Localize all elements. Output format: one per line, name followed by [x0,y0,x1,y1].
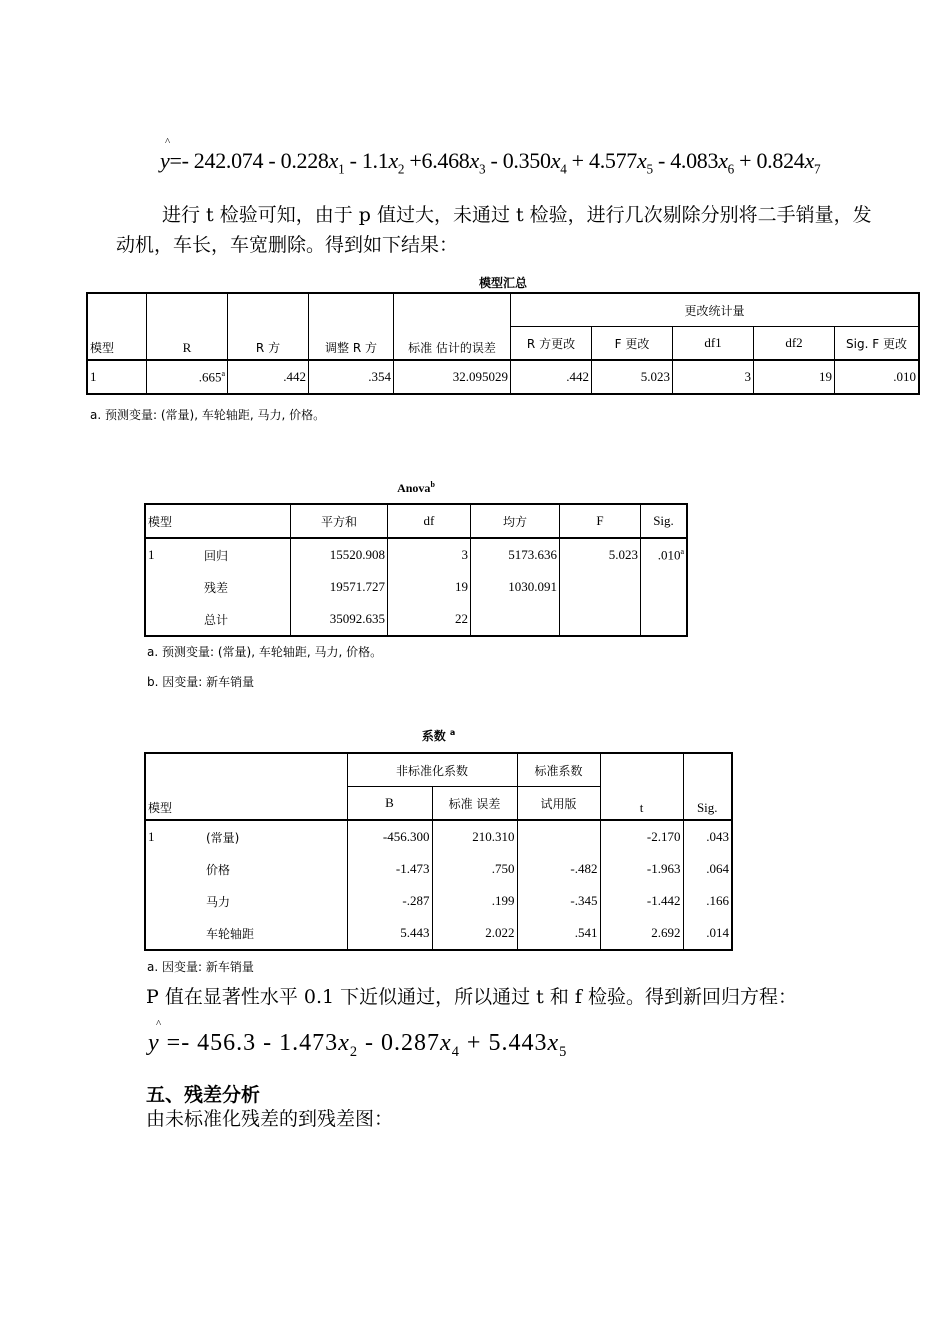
header-model: 模型 [87,293,147,360]
coef-row-label: 价格 [204,853,347,885]
anova-header-sig: Sig. [640,504,687,538]
anova-model-num: 1 [145,538,202,571]
coef-row-label: (常量) [204,820,347,853]
coef-cell-b: -1.473 [347,853,432,885]
coef-cell-beta: -.482 [517,853,600,885]
coef-cell-b: -456.300 [347,820,432,853]
anova-row-label: 残差 [202,571,290,603]
hat-symbol: ^ [156,1018,163,1030]
equation-variable: x [637,148,647,173]
coef-cell-se: .750 [432,853,517,885]
coef-model-num: 1 [145,820,204,853]
anova-table [144,503,688,637]
table-row [145,853,732,885]
table-row [145,820,732,853]
table-row [145,571,687,603]
header-std-error: 标准 估计的误差 [394,293,511,360]
anova-header-ss: 平方和 [290,504,387,538]
equation-subscript: 5 [646,161,653,177]
paragraph-residual: 由未标准化残差的到残差图： [146,1108,394,1130]
table-row [145,538,687,571]
coef-model-blank [145,853,204,885]
cell-sig-f: .010 [835,360,920,394]
anova-cell-df: 3 [387,538,470,571]
anova-cell-sig-value: .010 [657,547,681,563]
coef-row-label: 马力 [204,885,347,917]
equation-subscript: 6 [727,161,734,177]
equation-lhs: y [148,1030,160,1056]
anova-model-blank [145,571,202,603]
anova-cell-ms [470,603,559,636]
anova-title-text: Anova [397,481,431,495]
anova-cell-ss: 15520.908 [290,538,387,571]
coef-row-label: 车轮轴距 [204,917,347,950]
section-heading-residual: 五、残差分析 [146,1084,261,1106]
coefficients-title [144,727,733,744]
anova-cell-f [559,603,640,636]
equation-variable: x [804,148,814,173]
cell-model: 1 [87,360,147,394]
equation-term: + 0.824 [733,148,805,173]
coef-cell-beta: .541 [517,917,600,950]
anova-header-model: 模型 [145,504,290,538]
coef-cell-b: -.287 [347,885,432,917]
anova-header-ms: 均方 [470,504,559,538]
hat-symbol: ^ [165,136,171,148]
coef-cell-se: .199 [432,885,517,917]
anova-cell-sig [640,571,687,603]
table-row [145,917,732,950]
equation-subscript: 5 [559,1043,568,1060]
equation-subscript: 4 [451,1043,460,1060]
regression-equation-reduced [148,1020,567,1061]
equation-term: - 4.083 [652,148,719,173]
coef-header-unstd: 非标准化系数 [347,753,517,787]
equation-variable: x [440,1030,452,1056]
equation-variable: x [547,1030,560,1056]
coef-header-t: t [600,753,683,820]
header-r2-change: R 方更改 [511,327,592,361]
equation-term: + 4.577 [566,148,637,173]
anova-title [144,480,688,496]
coef-cell-t: -1.963 [600,853,683,885]
anova-header-f: F [559,504,640,538]
coef-cell-b: 5.443 [347,917,432,950]
coef-cell-se: 210.310 [432,820,517,853]
anova-row-label: 回归 [202,538,290,571]
coef-cell-sig: .043 [683,820,732,853]
anova-cell-ss: 19571.727 [290,571,387,603]
coefficients-table [144,752,733,951]
equation-variable: x [550,148,561,173]
anova-cell-f: 5.023 [559,538,640,571]
header-sig-f-change: Sig. F 更改 [835,327,920,361]
cell-df2: 19 [754,360,835,394]
cell-df1: 3 [673,360,754,394]
coef-cell-se: 2.022 [432,917,517,950]
anova-cell-ss: 35092.635 [290,603,387,636]
equation-subscript: 3 [478,161,486,177]
anova-cell-sig [640,603,687,636]
header-df1: df1 [673,327,754,361]
anova-model-blank [145,603,202,636]
equation-term: =- 456.3 - 1.473 [159,1030,339,1056]
equation-subscript: 2 [397,161,405,177]
coefficients-note: a. 因变量: 新车销量 [147,960,254,974]
coef-header-beta: 试用版 [517,787,600,821]
equation-subscript: 1 [338,161,345,177]
anova-row-label: 总计 [202,603,290,636]
anova-cell-f [559,571,640,603]
cell-r [147,360,228,394]
header-r: R [147,293,228,360]
coef-model-blank [145,885,204,917]
coef-header-std: 标准系数 [517,753,600,787]
cell-r2: .442 [228,360,309,394]
coef-model-blank [145,917,204,950]
anova-cell-ms: 1030.091 [470,571,559,603]
header-df2: df2 [754,327,835,361]
equation-lhs: y [160,148,170,173]
anova-cell-df: 22 [387,603,470,636]
coef-cell-t: -2.170 [600,820,683,853]
equation-subscript: 2 [349,1043,359,1060]
equation-variable: x [338,1030,350,1056]
coef-cell-t: 2.692 [600,917,683,950]
coef-header-se: 标准 误差 [432,787,517,821]
cell-f-change: 5.023 [592,360,673,394]
equation-body [148,1030,567,1061]
model-summary-title: 模型汇总 [478,276,527,290]
anova-cell-df: 19 [387,571,470,603]
header-change-statistics: 更改统计量 [511,293,920,327]
coefficients-title-text: 系数 [421,729,446,743]
anova-title-sup: b [430,480,435,489]
regression-equation-full [160,136,821,177]
equation-body [160,148,820,177]
table-row [145,885,732,917]
equation-variable: x [388,148,398,173]
coef-header-b: B [347,787,432,821]
anova-header-df: df [387,504,470,538]
anova-note-b: b. 因变量: 新车销量 [147,675,255,689]
equation-term: - 0.287 [358,1030,441,1056]
header-f-change: F 更改 [592,327,673,361]
paragraph-t-test: 进行 t 检验可知，由于 p 值过大，未通过 t 检验，进行几次剔除分别将二手销量，发动机，车长，车宽删除。得到如下结果： [116,204,872,256]
equation-term: - 0.350 [485,148,551,173]
coef-header-model: 模型 [145,753,347,820]
table-row [145,603,687,636]
anova-cell-ms: 5173.636 [470,538,559,571]
coef-cell-sig: .166 [683,885,732,917]
equation-term: =- 242.074 - 0.228 [169,148,329,173]
coefficients-title-sup: a [449,728,456,737]
cell-r-value: .665 [198,369,222,385]
cell-adj-r2: .354 [309,360,394,394]
header-adj-r-square: 调整 R 方 [309,293,394,360]
anova-cell-sig [640,538,687,571]
cell-r-sup: a [221,368,225,378]
coef-cell-sig: .014 [683,917,732,950]
equation-term: - 1.1 [344,148,389,173]
equation-term: + 5.443 [459,1030,548,1056]
equation-subscript: 4 [560,161,567,177]
equation-variable: x [718,148,728,173]
equation-term: +6.468 [404,148,470,173]
model-summary-note: a. 预测变量: (常量), 车轮轴距, 马力, 价格。 [90,408,326,422]
equation-variable: x [469,148,479,173]
paragraph-significance: P 值在显著性水平 0.1 下近似通过，所以通过 t 和 f 检验。得到新回归方程： [146,986,797,1008]
cell-r2-change: .442 [511,360,592,394]
equation-subscript: 7 [813,161,821,177]
cell-se: 32.095029 [394,360,511,394]
coef-header-sig: Sig. [683,753,732,820]
anova-note-a: a. 预测变量: (常量), 车轮轴距, 马力, 价格。 [147,645,383,659]
header-r-square: R 方 [228,293,309,360]
model-summary-table [86,292,920,395]
coef-cell-beta [517,820,600,853]
equation-variable: x [328,148,339,173]
coef-cell-beta: -.345 [517,885,600,917]
coef-cell-t: -1.442 [600,885,683,917]
coef-cell-sig: .064 [683,853,732,885]
anova-cell-sig-sup: a [680,546,684,556]
